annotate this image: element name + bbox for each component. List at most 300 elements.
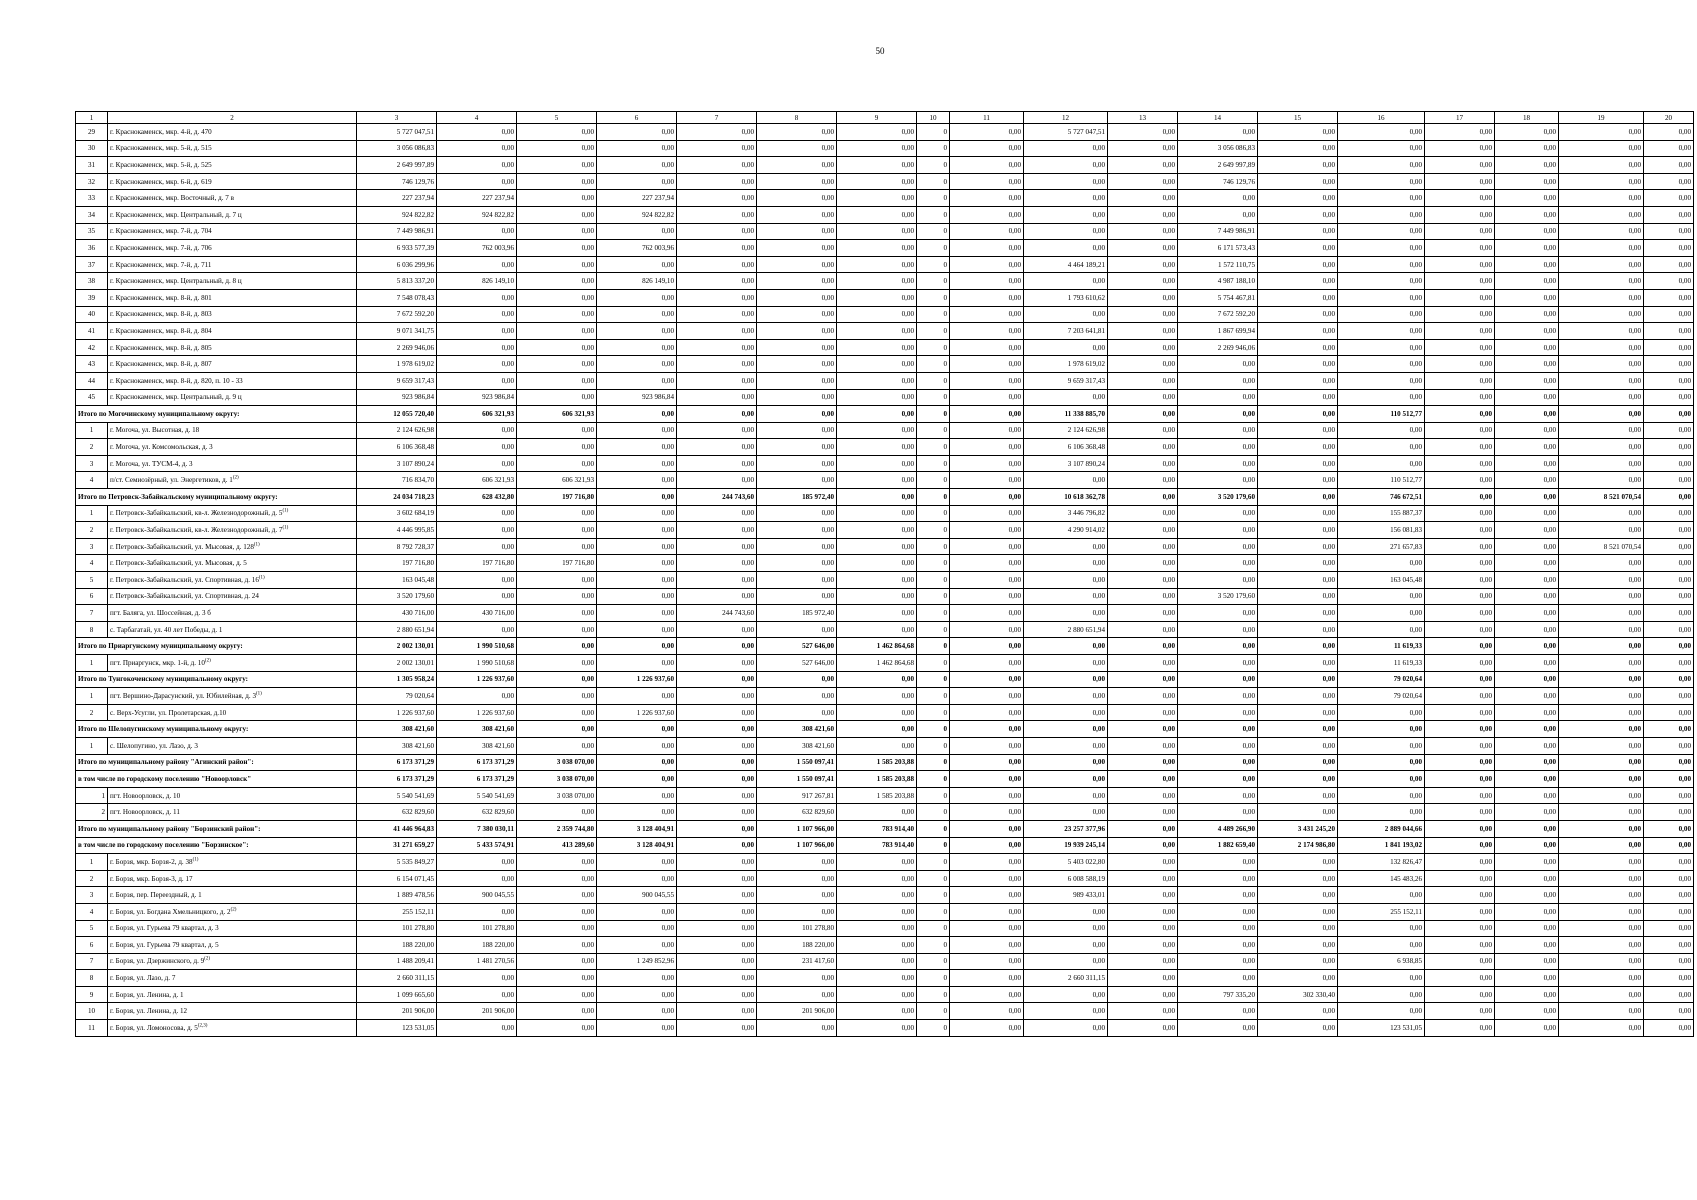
address-cell <box>108 422 357 439</box>
address-cell <box>108 588 357 605</box>
value-cell: 0,00 <box>837 704 917 721</box>
value-cell: 0,00 <box>677 356 757 373</box>
row-index: 2 <box>76 804 108 821</box>
value-cell: 0 <box>917 306 950 323</box>
value-cell: 0,00 <box>597 505 677 522</box>
value-cell: 255 152,11 <box>357 903 437 920</box>
value-cell: 0,00 <box>1425 439 1495 456</box>
value-cell: 0,00 <box>517 273 597 290</box>
value-cell: 0,00 <box>1108 820 1178 837</box>
value-cell: 0,00 <box>1559 140 1644 157</box>
value-cell: 0,00 <box>437 422 517 439</box>
value-cell: 0,00 <box>757 903 837 920</box>
value-cell: 0,00 <box>1178 887 1258 904</box>
value-cell: 0,00 <box>1495 489 1559 506</box>
value-cell: 7 380 030,11 <box>437 820 517 837</box>
address-text: с. Шелопугино, ул. Лазо, д. 3 <box>110 741 198 750</box>
address-cell <box>108 124 357 141</box>
column-number: 19 <box>1559 112 1644 124</box>
value-cell: 0,00 <box>1024 472 1108 489</box>
table-row <box>76 937 1694 954</box>
value-cell: 0,00 <box>677 920 757 937</box>
value-cell: 0,00 <box>437 522 517 539</box>
value-cell: 0,00 <box>837 572 917 589</box>
value-cell: 0,00 <box>1559 505 1644 522</box>
value-cell: 0,00 <box>1559 638 1644 655</box>
row-index: 3 <box>76 538 108 555</box>
column-number: 17 <box>1425 112 1495 124</box>
value-cell: 0,00 <box>1559 223 1644 240</box>
address-text: г. Краснокаменск, мкр. 6-й, д. 619 <box>110 177 212 186</box>
value-cell: 0,00 <box>517 854 597 871</box>
value-cell: 0,00 <box>757 887 837 904</box>
value-cell: 2 124 626,98 <box>357 422 437 439</box>
value-cell: 0,00 <box>677 671 757 688</box>
value-cell: 5 813 337,20 <box>357 273 437 290</box>
value-cell: 716 834,70 <box>357 472 437 489</box>
value-cell: 0,00 <box>950 854 1024 871</box>
value-cell: 0,00 <box>1644 953 1694 970</box>
value-cell: 0,00 <box>1425 754 1495 771</box>
address-cell <box>108 439 357 456</box>
address-cell <box>108 887 357 904</box>
value-cell: 0,00 <box>1644 273 1694 290</box>
value-cell: 0,00 <box>1644 406 1694 423</box>
table-row <box>76 588 1694 605</box>
table-row <box>76 157 1694 174</box>
value-cell: 0,00 <box>677 970 757 987</box>
value-cell: 0,00 <box>1108 837 1178 854</box>
value-cell: 0,00 <box>1425 704 1495 721</box>
value-cell: 271 657,83 <box>1338 538 1425 555</box>
value-cell: 924 822,82 <box>437 206 517 223</box>
value-cell: 0,00 <box>1644 721 1694 738</box>
value-cell: 0,00 <box>950 538 1024 555</box>
value-cell: 0,00 <box>1495 1020 1559 1037</box>
value-cell: 0,00 <box>1258 455 1338 472</box>
value-cell: 0,00 <box>597 986 677 1003</box>
address-cell <box>108 621 357 638</box>
value-cell: 0,00 <box>517 140 597 157</box>
value-cell: 0,00 <box>1108 455 1178 472</box>
value-cell: 0,00 <box>757 306 837 323</box>
value-cell: 0,00 <box>837 289 917 306</box>
value-cell: 0,00 <box>1338 887 1425 904</box>
value-cell: 0,00 <box>517 505 597 522</box>
value-cell: 0,00 <box>1644 173 1694 190</box>
value-cell: 0,00 <box>1024 937 1108 954</box>
row-index: 1 <box>76 737 108 754</box>
value-cell: 0,00 <box>1258 206 1338 223</box>
value-cell: 0,00 <box>950 306 1024 323</box>
value-cell: 0,00 <box>1495 256 1559 273</box>
value-cell: 308 421,60 <box>357 721 437 738</box>
address-text: п/ст. Семиозёрный, ул. Энергетиков, д. 1 <box>110 476 233 485</box>
value-cell: 923 986,84 <box>437 389 517 406</box>
value-cell: 0,00 <box>1108 704 1178 721</box>
value-cell: 0,00 <box>1258 1003 1338 1020</box>
value-cell: 0,00 <box>1338 256 1425 273</box>
value-cell: 197 716,80 <box>517 555 597 572</box>
value-cell: 0,00 <box>1024 704 1108 721</box>
value-cell: 0,00 <box>1258 522 1338 539</box>
value-cell: 0,00 <box>950 655 1024 672</box>
value-cell: 2 002 130,01 <box>357 638 437 655</box>
value-cell: 0,00 <box>1108 787 1178 804</box>
value-cell: 0,00 <box>677 854 757 871</box>
value-cell: 0,00 <box>757 157 837 174</box>
value-cell: 746 129,76 <box>357 173 437 190</box>
value-cell: 0 <box>917 655 950 672</box>
value-cell: 0,00 <box>437 439 517 456</box>
value-cell: 0,00 <box>1644 870 1694 887</box>
value-cell: 0,00 <box>597 323 677 340</box>
value-cell: 0 <box>917 970 950 987</box>
value-cell: 0,00 <box>1178 538 1258 555</box>
value-cell: 0 <box>917 140 950 157</box>
value-cell: 0,00 <box>1559 372 1644 389</box>
value-cell: 0,00 <box>1495 870 1559 887</box>
row-index: 37 <box>76 256 108 273</box>
value-cell: 3 056 086,83 <box>1178 140 1258 157</box>
value-cell: 0,00 <box>1425 721 1495 738</box>
value-cell: 6 173 371,29 <box>437 771 517 788</box>
value-cell: 0,00 <box>597 406 677 423</box>
value-cell: 227 237,94 <box>357 190 437 207</box>
value-cell: 0,00 <box>1644 671 1694 688</box>
value-cell: 0,00 <box>1178 970 1258 987</box>
value-cell: 527 646,00 <box>757 638 837 655</box>
value-cell: 0,00 <box>1024 140 1108 157</box>
value-cell: 0,00 <box>517 389 597 406</box>
table-row <box>76 538 1694 555</box>
value-cell: 0,00 <box>1338 323 1425 340</box>
row-index: 11 <box>76 1020 108 1037</box>
value-cell: 0,00 <box>1495 439 1559 456</box>
value-cell: 0,00 <box>1024 538 1108 555</box>
value-cell: 0,00 <box>677 588 757 605</box>
row-index: 4 <box>76 472 108 489</box>
value-cell: 185 972,40 <box>757 489 837 506</box>
value-cell: 0,00 <box>597 140 677 157</box>
value-cell: 123 531,05 <box>357 1020 437 1037</box>
value-cell: 0,00 <box>1024 787 1108 804</box>
value-cell: 0,00 <box>1559 870 1644 887</box>
value-cell: 0 <box>917 157 950 174</box>
value-cell: 0,00 <box>1108 605 1178 622</box>
value-cell: 0,00 <box>677 903 757 920</box>
address-text: г. Петровск-Забайкальский, ул. Мысовая, д. 5 <box>110 559 247 568</box>
value-cell: 0,00 <box>950 505 1024 522</box>
value-cell: 0,00 <box>1495 937 1559 954</box>
value-cell: 0,00 <box>1559 289 1644 306</box>
value-cell: 0,00 <box>1495 356 1559 373</box>
table-row <box>76 787 1694 804</box>
value-cell: 0,00 <box>677 472 757 489</box>
value-cell: 0,00 <box>1338 206 1425 223</box>
value-cell: 0,00 <box>1425 621 1495 638</box>
value-cell: 0 <box>917 920 950 937</box>
value-cell: 0,00 <box>1559 903 1644 920</box>
value-cell: 0,00 <box>1258 372 1338 389</box>
address-cell <box>108 306 357 323</box>
address-cell <box>108 505 357 522</box>
subtotal-label: Итого по муниципальному району "Агинский район": <box>76 754 357 771</box>
value-cell: 0,00 <box>1178 372 1258 389</box>
subtotal-label: в том числе по городскому поселению "Борзинское": <box>76 837 357 854</box>
value-cell: 900 045,55 <box>437 887 517 904</box>
value-cell: 0,00 <box>1108 389 1178 406</box>
table-row <box>76 655 1694 672</box>
address-cell <box>108 157 357 174</box>
value-cell: 0,00 <box>837 522 917 539</box>
value-cell: 0,00 <box>1024 754 1108 771</box>
value-cell: 0 <box>917 870 950 887</box>
value-cell: 0,00 <box>597 804 677 821</box>
value-cell: 0,00 <box>1644 638 1694 655</box>
value-cell: 0,00 <box>1338 787 1425 804</box>
value-cell: 0 <box>917 937 950 954</box>
value-cell: 0,00 <box>1258 306 1338 323</box>
value-cell: 1 226 937,60 <box>357 704 437 721</box>
footnote-mark: (2) <box>232 475 239 481</box>
value-cell: 0,00 <box>757 339 837 356</box>
value-cell: 0,00 <box>1425 638 1495 655</box>
address-cell <box>108 937 357 954</box>
value-cell: 1 305 958,24 <box>357 671 437 688</box>
value-cell: 0,00 <box>597 439 677 456</box>
value-cell: 0,00 <box>757 389 837 406</box>
value-cell: 188 220,00 <box>437 937 517 954</box>
value-cell: 0,00 <box>950 389 1024 406</box>
value-cell: 0,00 <box>1108 489 1178 506</box>
value-cell: 0,00 <box>1425 837 1495 854</box>
value-cell: 0,00 <box>437 140 517 157</box>
footnote-mark: (2) <box>204 658 211 664</box>
value-cell: 0,00 <box>950 339 1024 356</box>
value-cell: 606 321,93 <box>517 472 597 489</box>
value-cell: 0,00 <box>1258 538 1338 555</box>
row-index: 31 <box>76 157 108 174</box>
value-cell: 0,00 <box>1644 339 1694 356</box>
value-cell: 0,00 <box>1495 240 1559 257</box>
column-number: 14 <box>1178 112 1258 124</box>
value-cell: 0,00 <box>1108 190 1178 207</box>
value-cell: 762 003,96 <box>597 240 677 257</box>
value-cell: 0,00 <box>1559 1003 1644 1020</box>
value-cell: 163 045,48 <box>357 572 437 589</box>
value-cell: 41 446 964,83 <box>357 820 437 837</box>
value-cell: 0 <box>917 903 950 920</box>
value-cell: 0,00 <box>437 223 517 240</box>
value-cell: 0,00 <box>837 1020 917 1037</box>
value-cell: 0,00 <box>597 970 677 987</box>
value-cell: 0,00 <box>1338 356 1425 373</box>
row-index: 44 <box>76 372 108 389</box>
value-cell: 0,00 <box>517 903 597 920</box>
value-cell: 0,00 <box>1425 737 1495 754</box>
value-cell: 0,00 <box>1425 339 1495 356</box>
table-row <box>76 505 1694 522</box>
value-cell: 0,00 <box>1425 1003 1495 1020</box>
address-text: г. Борзя, ул. Ленина, д. 12 <box>110 1007 188 1016</box>
value-cell: 0,00 <box>437 970 517 987</box>
row-index: 8 <box>76 621 108 638</box>
subtotal-label: Итого по Тунгокоченскому муниципальному округу: <box>76 671 357 688</box>
value-cell: 3 056 086,83 <box>357 140 437 157</box>
value-cell: 0,00 <box>1644 704 1694 721</box>
value-cell: 3 520 179,60 <box>1178 588 1258 605</box>
value-cell: 0,00 <box>1338 804 1425 821</box>
value-cell: 0,00 <box>950 804 1024 821</box>
value-cell: 0,00 <box>1559 854 1644 871</box>
value-cell: 0,00 <box>517 223 597 240</box>
value-cell: 0,00 <box>1338 173 1425 190</box>
value-cell: 0,00 <box>837 256 917 273</box>
value-cell: 0,00 <box>1644 986 1694 1003</box>
value-cell: 1 249 852,96 <box>597 953 677 970</box>
address-text: г. Петровск-Забайкальский, кв-л. Железнодорожный, д. 7 <box>110 526 283 535</box>
value-cell: 0,00 <box>1644 389 1694 406</box>
value-cell: 0,00 <box>597 721 677 738</box>
value-cell: 0,00 <box>1644 505 1694 522</box>
value-cell: 0,00 <box>1644 787 1694 804</box>
value-cell: 0,00 <box>677 538 757 555</box>
value-cell: 0,00 <box>1495 754 1559 771</box>
value-cell: 0,00 <box>1559 1020 1644 1037</box>
value-cell: 0,00 <box>597 638 677 655</box>
value-cell: 0 <box>917 820 950 837</box>
value-cell: 0,00 <box>1258 588 1338 605</box>
subtotal-row <box>76 771 1694 788</box>
value-cell: 1 550 097,41 <box>757 771 837 788</box>
value-cell: 0,00 <box>1258 572 1338 589</box>
address-cell <box>108 289 357 306</box>
subtotal-row <box>76 837 1694 854</box>
table-row <box>76 323 1694 340</box>
row-index: 30 <box>76 140 108 157</box>
value-cell: 0,00 <box>437 621 517 638</box>
address-text: г. Петровск-Забайкальский, ул. Мысовая, д. 128 <box>110 542 254 551</box>
subtotal-label: в том числе по городскому поселению "Новоорловск" <box>76 771 357 788</box>
value-cell: 0,00 <box>1108 173 1178 190</box>
value-cell: 0,00 <box>597 621 677 638</box>
value-cell: 0,00 <box>950 422 1024 439</box>
value-cell: 0,00 <box>1425 605 1495 622</box>
value-cell: 0,00 <box>1495 538 1559 555</box>
value-cell: 0,00 <box>757 273 837 290</box>
address-cell <box>108 870 357 887</box>
value-cell: 0,00 <box>1108 555 1178 572</box>
subtotal-label: Итого по Могочинскому муниципальному округу: <box>76 406 357 423</box>
value-cell: 0,00 <box>1178 903 1258 920</box>
value-cell: 0,00 <box>1495 522 1559 539</box>
value-cell: 0,00 <box>1178 439 1258 456</box>
value-cell: 0,00 <box>677 190 757 207</box>
row-index: 38 <box>76 273 108 290</box>
value-cell: 0,00 <box>1495 372 1559 389</box>
value-cell: 0,00 <box>837 489 917 506</box>
value-cell: 0,00 <box>837 937 917 954</box>
value-cell: 0,00 <box>1024 157 1108 174</box>
value-cell: 0,00 <box>1258 223 1338 240</box>
table-row <box>76 1020 1694 1037</box>
value-cell: 101 278,80 <box>757 920 837 937</box>
value-cell: 0,00 <box>1108 671 1178 688</box>
value-cell: 0,00 <box>950 970 1024 987</box>
value-cell: 0,00 <box>1178 406 1258 423</box>
value-cell: 6 933 577,39 <box>357 240 437 257</box>
value-cell: 0,00 <box>950 937 1024 954</box>
value-cell: 0,00 <box>1425 124 1495 141</box>
value-cell: 0,00 <box>1258 953 1338 970</box>
value-cell: 0,00 <box>1024 240 1108 257</box>
value-cell: 783 914,40 <box>837 837 917 854</box>
address-cell <box>108 372 357 389</box>
value-cell: 0,00 <box>1024 555 1108 572</box>
value-cell: 826 149,10 <box>437 273 517 290</box>
value-cell: 0,00 <box>1108 522 1178 539</box>
value-cell: 0,00 <box>757 505 837 522</box>
value-cell: 0,00 <box>837 157 917 174</box>
address-text: г. Петровск-Забайкальский, кв-л. Железнодорожный, д. 5 <box>110 509 283 518</box>
value-cell: 0,00 <box>677 804 757 821</box>
row-index: 35 <box>76 223 108 240</box>
value-cell: 31 271 659,27 <box>357 837 437 854</box>
value-cell: 797 335,20 <box>1178 986 1258 1003</box>
value-cell: 0,00 <box>1258 638 1338 655</box>
value-cell: 0,00 <box>757 124 837 141</box>
value-cell: 197 716,80 <box>517 489 597 506</box>
value-cell: 0,00 <box>950 439 1024 456</box>
value-cell: 0,00 <box>1495 655 1559 672</box>
value-cell: 0,00 <box>517 887 597 904</box>
value-cell: 0,00 <box>1108 986 1178 1003</box>
value-cell: 0,00 <box>1644 323 1694 340</box>
table-row <box>76 256 1694 273</box>
value-cell: 0,00 <box>1178 505 1258 522</box>
value-cell: 0,00 <box>950 323 1024 340</box>
value-cell: 0,00 <box>837 223 917 240</box>
value-cell: 5 535 849,27 <box>357 854 437 871</box>
value-cell: 0,00 <box>1425 920 1495 937</box>
value-cell: 0,00 <box>597 655 677 672</box>
value-cell: 0,00 <box>437 986 517 1003</box>
value-cell: 0,00 <box>757 439 837 456</box>
value-cell: 0,00 <box>837 621 917 638</box>
value-cell: 0,00 <box>757 455 837 472</box>
value-cell: 8 521 070,54 <box>1559 489 1644 506</box>
address-text: г. Борзя, ул. Дзержинского, д. 9 <box>110 957 205 966</box>
row-index: 5 <box>76 572 108 589</box>
value-cell: 0,00 <box>837 505 917 522</box>
value-cell: 0,00 <box>597 157 677 174</box>
address-text: г. Краснокаменск, мкр. 7-й, д. 704 <box>110 227 212 236</box>
row-index: 1 <box>76 655 108 672</box>
value-cell: 0,00 <box>1338 937 1425 954</box>
value-cell: 0,00 <box>597 223 677 240</box>
value-cell: 0,00 <box>1178 1020 1258 1037</box>
table-row <box>76 986 1694 1003</box>
value-cell: 0,00 <box>1108 1003 1178 1020</box>
value-cell: 0,00 <box>677 870 757 887</box>
value-cell: 2 889 044,66 <box>1338 820 1425 837</box>
value-cell: 0,00 <box>677 737 757 754</box>
value-cell: 0,00 <box>950 721 1024 738</box>
value-cell: 0,00 <box>1178 455 1258 472</box>
value-cell: 0 <box>917 505 950 522</box>
value-cell: 0,00 <box>1108 206 1178 223</box>
